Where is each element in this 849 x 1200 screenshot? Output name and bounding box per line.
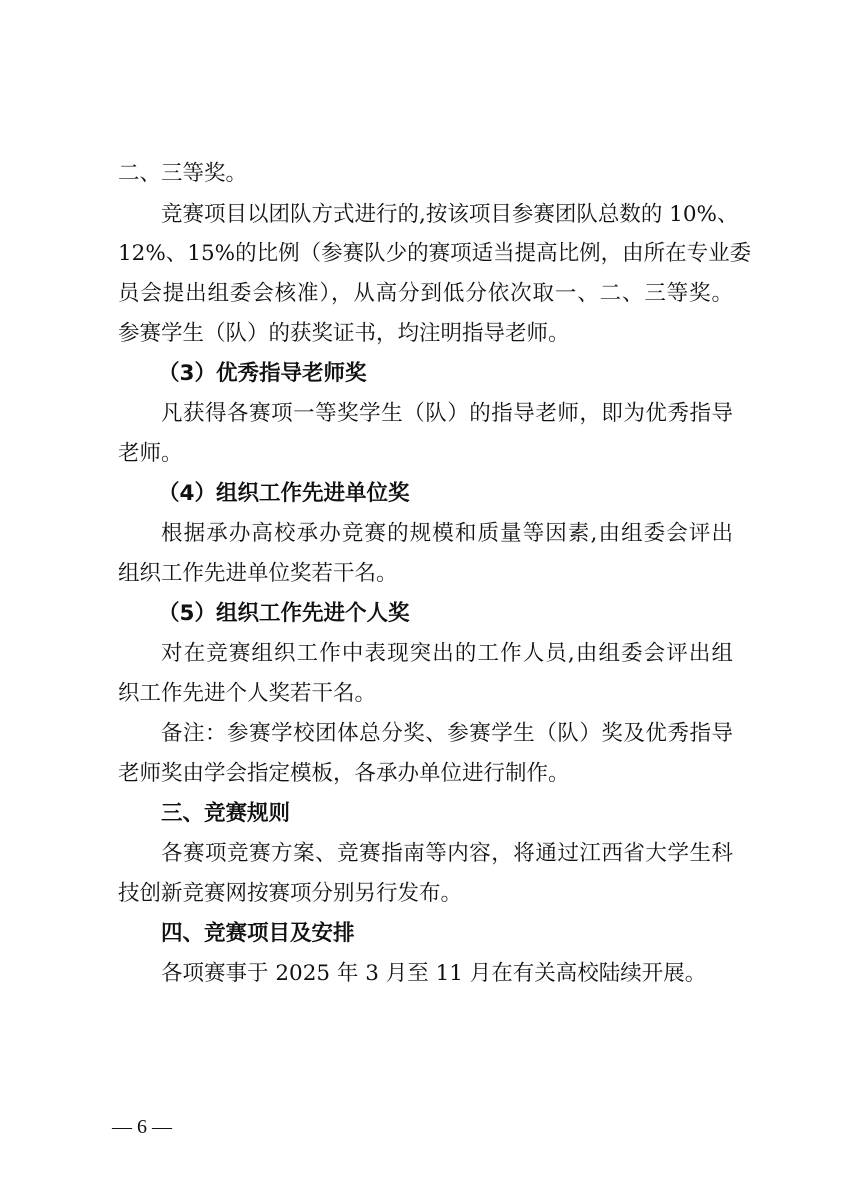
text-line: 技创新竞赛网按赛项分别另行发布。 xyxy=(118,881,463,906)
section-heading: （3）优秀指导老师奖 xyxy=(158,361,367,386)
page-number: — 6 — xyxy=(112,1116,172,1138)
section-heading: 四、竞赛项目及安排 xyxy=(161,921,355,946)
text-line: 组织工作先进单位奖若干名。 xyxy=(118,561,398,586)
section-heading: （4）组织工作先进单位奖 xyxy=(158,481,410,506)
text-line: 老师奖由学会指定模板，各承办单位进行制作。 xyxy=(118,761,570,786)
text-line: 12%、15%的比例（参赛队少的赛项适当提高比例，由所在专业委 xyxy=(118,241,752,266)
text-line: 竞赛项目以团队方式进行的,按该项目参赛团队总数的 10%、 xyxy=(161,202,739,227)
section-heading: 三、竞赛规则 xyxy=(161,801,291,826)
text-line: 员会提出组委会核准），从高分到低分依次取一、二、三等奖。 xyxy=(118,281,733,306)
text-line: 二、三等奖。 xyxy=(118,161,248,186)
section-heading: （5）组织工作先进个人奖 xyxy=(158,601,410,626)
text-line: 老师。 xyxy=(118,441,183,466)
text-line: 各项赛事于 2025 年 3 月至 11 月在有关高校陆续开展。 xyxy=(161,961,707,986)
text-line: 各赛项竞赛方案、竞赛指南等内容，将通过江西省大学生科 xyxy=(161,841,733,866)
text-line: 备注：参赛学校团体总分奖、参赛学生（队）奖及优秀指导 xyxy=(161,721,733,746)
text-line: 根据承办高校承办竞赛的规模和质量等因素,由组委会评出 xyxy=(161,521,733,546)
text-line: 参赛学生（队）的获奖证书，均注明指导老师。 xyxy=(118,321,570,346)
text-line: 凡获得各赛项一等奖学生（队）的指导老师，即为优秀指导 xyxy=(161,401,733,426)
text-line: 织工作先进个人奖若干名。 xyxy=(118,681,377,706)
text-line: 对在竞赛组织工作中表现突出的工作人员,由组委会评出组 xyxy=(161,641,733,666)
